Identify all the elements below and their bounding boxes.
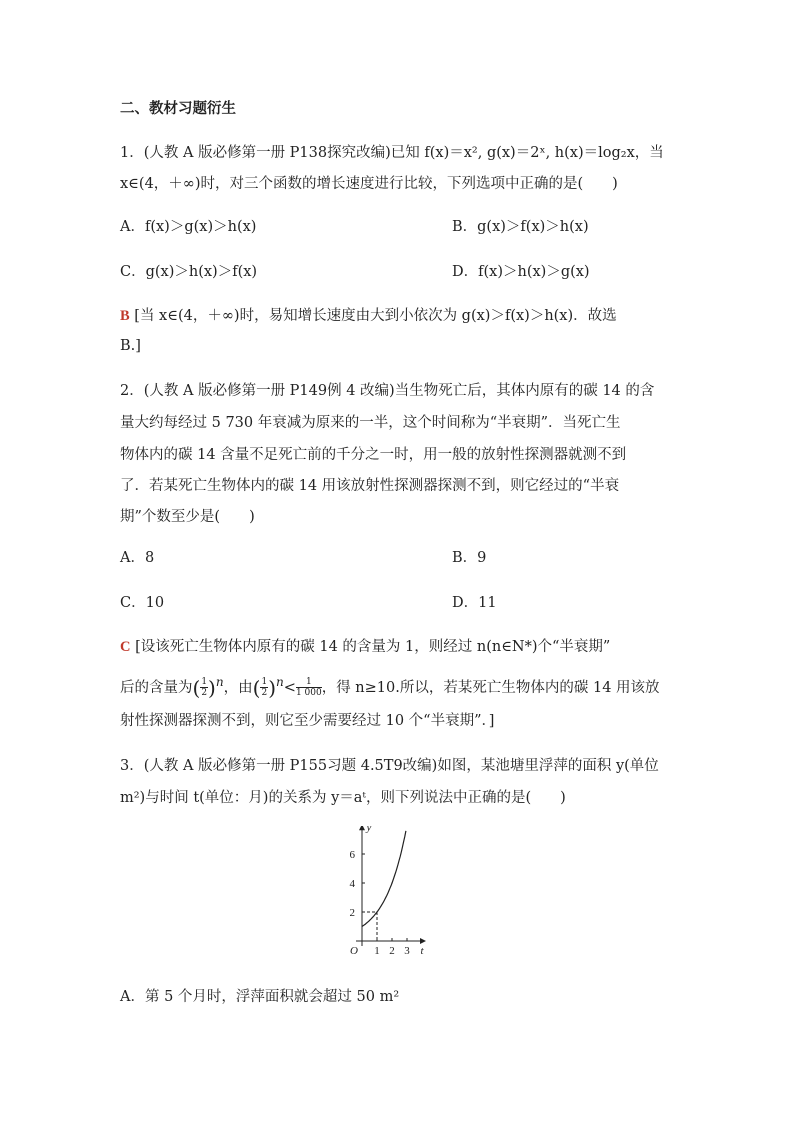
question-3-line-1: 3．(人教 A 版必修第一册 P155习题 4.5T9改编)如图，某池塘里浮萍的面积 y(单位 xyxy=(120,758,659,774)
answer-letter: B xyxy=(120,308,130,324)
question-1-answer-line-2: B.] xyxy=(120,338,141,354)
question-2-answer-line-3: 射性探测器探测不到，则它至少需要经过 10 个“半衰期”．] xyxy=(120,713,495,729)
question-3-line-2: m²)与时间 t(单位：月)的关系为 y＝aᵗ，则下列说法中正确的是( ) xyxy=(120,790,566,806)
question-2-line-4: 了．若某死亡生物体内的碳 14 用该放射性探测器探测不到，则它经过的“半衰 xyxy=(120,478,620,494)
question-1-line-1: 1．(人教 A 版必修第一册 P138探究改编)已知 f(x)＝x², g(x)＝2ˣ, h(x)＝log₂x，当 xyxy=(120,145,664,161)
answer-text: 后的含量为 xyxy=(120,679,193,696)
question-2-option-b: B．9 xyxy=(452,550,487,566)
fraction-thousandth: $\frac{1}{1 000}$ xyxy=(295,677,322,699)
exponential-graph xyxy=(340,826,450,961)
data-point xyxy=(361,926,362,927)
x-axis-label: t xyxy=(420,945,424,957)
x-tick-label: 1 xyxy=(374,945,380,957)
question-2-answer xyxy=(120,637,610,657)
question-1-option-c: C．g(x)＞h(x)＞f(x) xyxy=(120,264,258,280)
question-1-option-b: B．g(x)＞f(x)＞h(x) xyxy=(452,219,589,235)
exponent: n xyxy=(215,675,224,689)
y-axis-arrow xyxy=(359,826,365,830)
exponent: n xyxy=(276,675,284,689)
question-2-line-3: 物体内的碳 14 含量不足死亡前的千分之一时，用一般的放射性探测器就测不到 xyxy=(120,447,627,463)
question-2-option-a: A．8 xyxy=(120,550,155,566)
answer-text: < xyxy=(283,679,296,696)
question-1-answer xyxy=(120,306,617,326)
answer-text: ，得 n≥10.所以，若某死亡生物体内的碳 14 用该放 xyxy=(321,679,660,696)
y-axis-label: y xyxy=(366,826,372,834)
y-tick-label: 4 xyxy=(349,878,355,890)
y-tick-label: 6 xyxy=(349,849,355,861)
question-2-line-2: 量大约每经过 5 730 年衰减为原来的一半，这个时间称为“半衰期”．当死亡生 xyxy=(120,415,621,431)
x-tick-label: 3 xyxy=(404,945,410,957)
question-2-option-c: C．10 xyxy=(120,595,165,611)
question-1-option-d: D．f(x)＞h(x)＞g(x) xyxy=(452,264,590,280)
y-tick-label: 2 xyxy=(349,907,355,919)
question-2-line-5: 期”个数至少是( ) xyxy=(120,509,255,525)
fraction-half: $\frac{1}{2}$ xyxy=(261,677,268,699)
section-title: 二、教材习题衍生 xyxy=(120,100,236,117)
answer-explanation: [设该死亡生物体内原有的碳 14 的含量为 1，则经过 n(n∈N*)个“半衰期” xyxy=(135,639,611,655)
question-1-line-2: x∈(4，＋∞)时，对三个函数的增长速度进行比较，下列选项中正确的是( ) xyxy=(120,176,618,192)
question-2-answer-line-2: 后的含量为( $\frac{1}{2}$ )$^n$，由( $\frac{1}{2}$ )$^n$< $\frac{1}{1 000}$ ，得 n≥10.所以，若某死亡生物体内的碳 14 用该放 xyxy=(120,675,660,700)
question-2-line-1: 2．(人教 A 版必修第一册 P149例 4 改编)当生物死亡后，其体内原有的碳 14 的含 xyxy=(120,383,655,399)
data-point xyxy=(391,882,392,883)
x-axis-arrow xyxy=(420,938,426,944)
question-3-option-a: A．第 5 个月时，浮萍面积就会超过 50 m² xyxy=(120,989,400,1005)
x-tick-label: 2 xyxy=(389,945,395,957)
fraction-half: $\frac{1}{2}$ xyxy=(201,677,208,699)
origin-label: O xyxy=(350,945,358,957)
answer-text: ，由 xyxy=(223,679,253,696)
answer-letter: C xyxy=(120,639,131,655)
question-2-option-d: D．11 xyxy=(452,595,497,611)
question-1-option-a: A．f(x)＞g(x)＞h(x) xyxy=(120,219,257,235)
answer-explanation: [当 x∈(4，＋∞)时，易知增长速度由大到小依次为 g(x)＞f(x)＞h(x)．故选 xyxy=(134,308,617,324)
